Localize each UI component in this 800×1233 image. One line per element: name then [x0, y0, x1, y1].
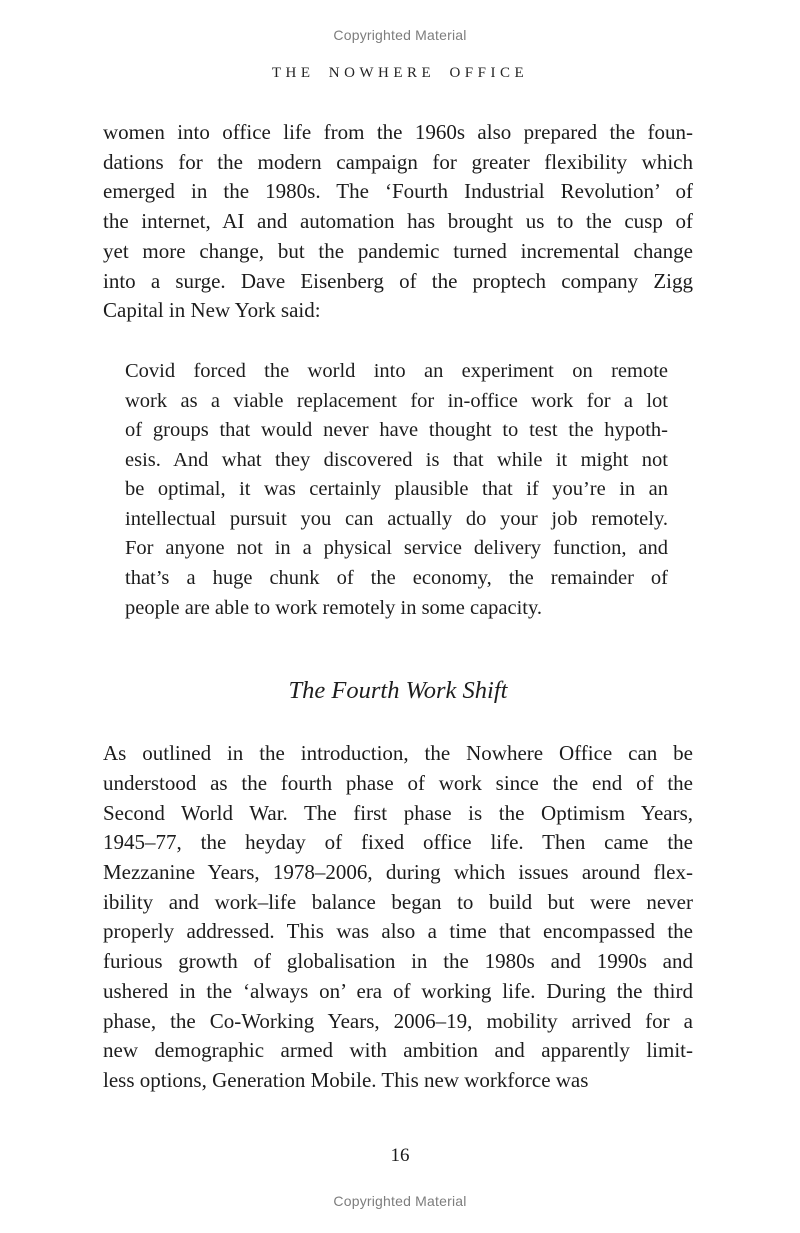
text-line: furious growth of globalisation in the 1980s and 1990s and — [103, 949, 693, 974]
text-line: Second World War. The first phase is the Optimism Years, — [103, 800, 693, 825]
text-line: emerged in the 1980s. The ‘Fourth Industrial Revolution’ of — [103, 179, 693, 204]
block-quote — [125, 357, 668, 623]
text-line: new demographic armed with ambition and apparently limit- — [103, 1038, 693, 1063]
text-line: of groups that would never have thought to test the hypoth- — [125, 419, 668, 442]
text-line: the internet, AI and automation has brought us to the cusp of — [103, 209, 693, 234]
text-line: Capital in New York said: — [103, 298, 321, 323]
text-line: into a surge. Dave Eisenberg of the proptech company Zigg — [103, 268, 693, 293]
text-line: dations for the modern campaign for greater flexibility which — [103, 149, 693, 174]
text-line: ushered in the ‘always on’ era of working life. During the third — [103, 978, 693, 1003]
copyright-notice-top: Copyrighted Material — [333, 27, 467, 43]
text-line: yet more change, but the pandemic turned incremental change — [103, 238, 693, 263]
text-line: that’s a huge chunk of the economy, the remainder of — [125, 567, 668, 590]
text-line: women into office life from the 1960s also prepared the foun- — [103, 120, 693, 144]
text-line: understood as the fourth phase of work since the end of the — [103, 770, 693, 795]
text-line: Covid forced the world into an experiment on remote — [125, 359, 668, 382]
text-line: intellectual pursuit you can actually do your job remotely. — [125, 507, 668, 530]
copyright-notice-bottom: Copyrighted Material — [333, 1192, 467, 1209]
text-line: less options, Generation Mobile. This new workforce was — [103, 1068, 589, 1092]
text-line: ibility and work–life balance began to build but were never — [103, 889, 693, 914]
page-number: 16 — [390, 1144, 410, 1166]
text-line: people are able to work remotely in some capacity. — [125, 596, 543, 619]
text-line: esis. And what they discovered is that while it might not — [125, 448, 668, 471]
body-paragraph-2 — [103, 739, 693, 1095]
page-body — [103, 118, 693, 1096]
text-line: For anyone not in a physical service delivery function, and — [125, 537, 668, 560]
text-line: properly addressed. This was also a time that encompassed the — [103, 919, 693, 944]
text-line: work as a viable replacement for in-office work for a lot — [125, 389, 668, 412]
section-heading: The Fourth Work Shift — [288, 677, 508, 705]
text-line: As outlined in the introduction, the Nowhere Office can be — [103, 741, 693, 766]
running-header: THE NOWHERE OFFICE — [271, 65, 529, 81]
text-line: phase, the Co-Working Years, 2006–19, mobility arrived for a — [103, 1008, 693, 1033]
text-line: 1945–77, the heyday of fixed office life. Then came the — [103, 830, 693, 855]
body-paragraph-1 — [103, 118, 693, 326]
text-line: be optimal, it was certainly plausible that if you’re in an — [125, 478, 668, 501]
text-line: Mezzanine Years, 1978–2006, during which issues around flex- — [103, 860, 693, 885]
